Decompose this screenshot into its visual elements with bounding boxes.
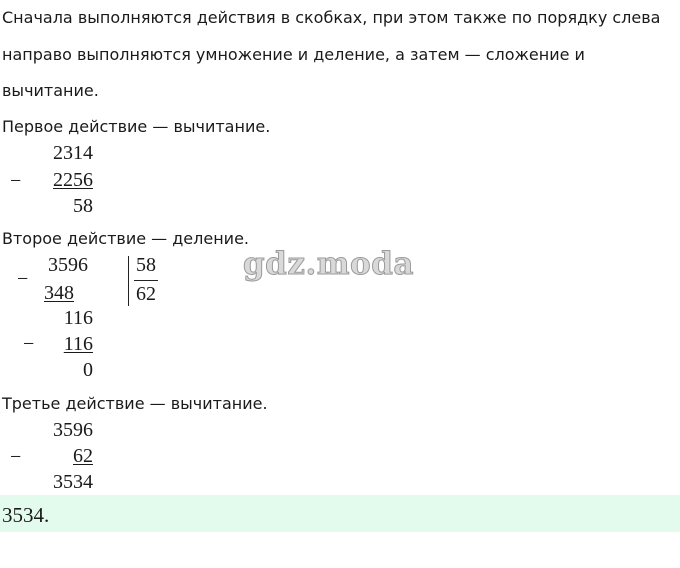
intro-line-1: Сначала выполняются действия в скобках, при этом также по порядку слева — [2, 8, 661, 27]
watermark-logo: gdz.moda — [243, 246, 414, 282]
step1-subtrahend: 2256 — [53, 169, 93, 191]
step2-remainder-1: 116 — [63, 307, 93, 329]
step2-remainder-2: 0 — [83, 359, 93, 381]
step3-subtrahend: 62 — [73, 445, 93, 467]
answer-text: 3534. — [2, 503, 50, 527]
division-vertical-line — [128, 256, 129, 306]
step2-divisor: 58 — [136, 254, 156, 276]
step2-minus-sign-2: − — [23, 333, 35, 355]
step1-minuend: 2314 — [53, 142, 93, 164]
division-horizontal-line — [134, 280, 158, 281]
step3-minus-sign: − — [10, 446, 22, 468]
step2-dividend: 3596 — [48, 254, 88, 276]
step1-minus-sign: − — [10, 170, 22, 192]
answer-band — [0, 495, 680, 532]
step3-title: Третье действие — вычитание. — [2, 394, 268, 413]
step2-partial-1: 348 — [44, 282, 74, 304]
step2-title: Второе действие — деление. — [2, 229, 249, 248]
step1-result: 58 — [73, 195, 93, 217]
step3-result: 3534 — [53, 471, 93, 493]
step3-minuend: 3596 — [53, 419, 93, 441]
intro-line-2: направо выполняются умножение и деление, а затем — сложение и — [2, 45, 585, 64]
step2-quotient: 62 — [136, 283, 156, 305]
step1-title: Первое действие — вычитание. — [2, 117, 271, 136]
step2-minus-sign-1: − — [17, 268, 29, 290]
intro-line-3: вычитание. — [2, 81, 99, 100]
step2-partial-2: 116 — [63, 333, 93, 355]
